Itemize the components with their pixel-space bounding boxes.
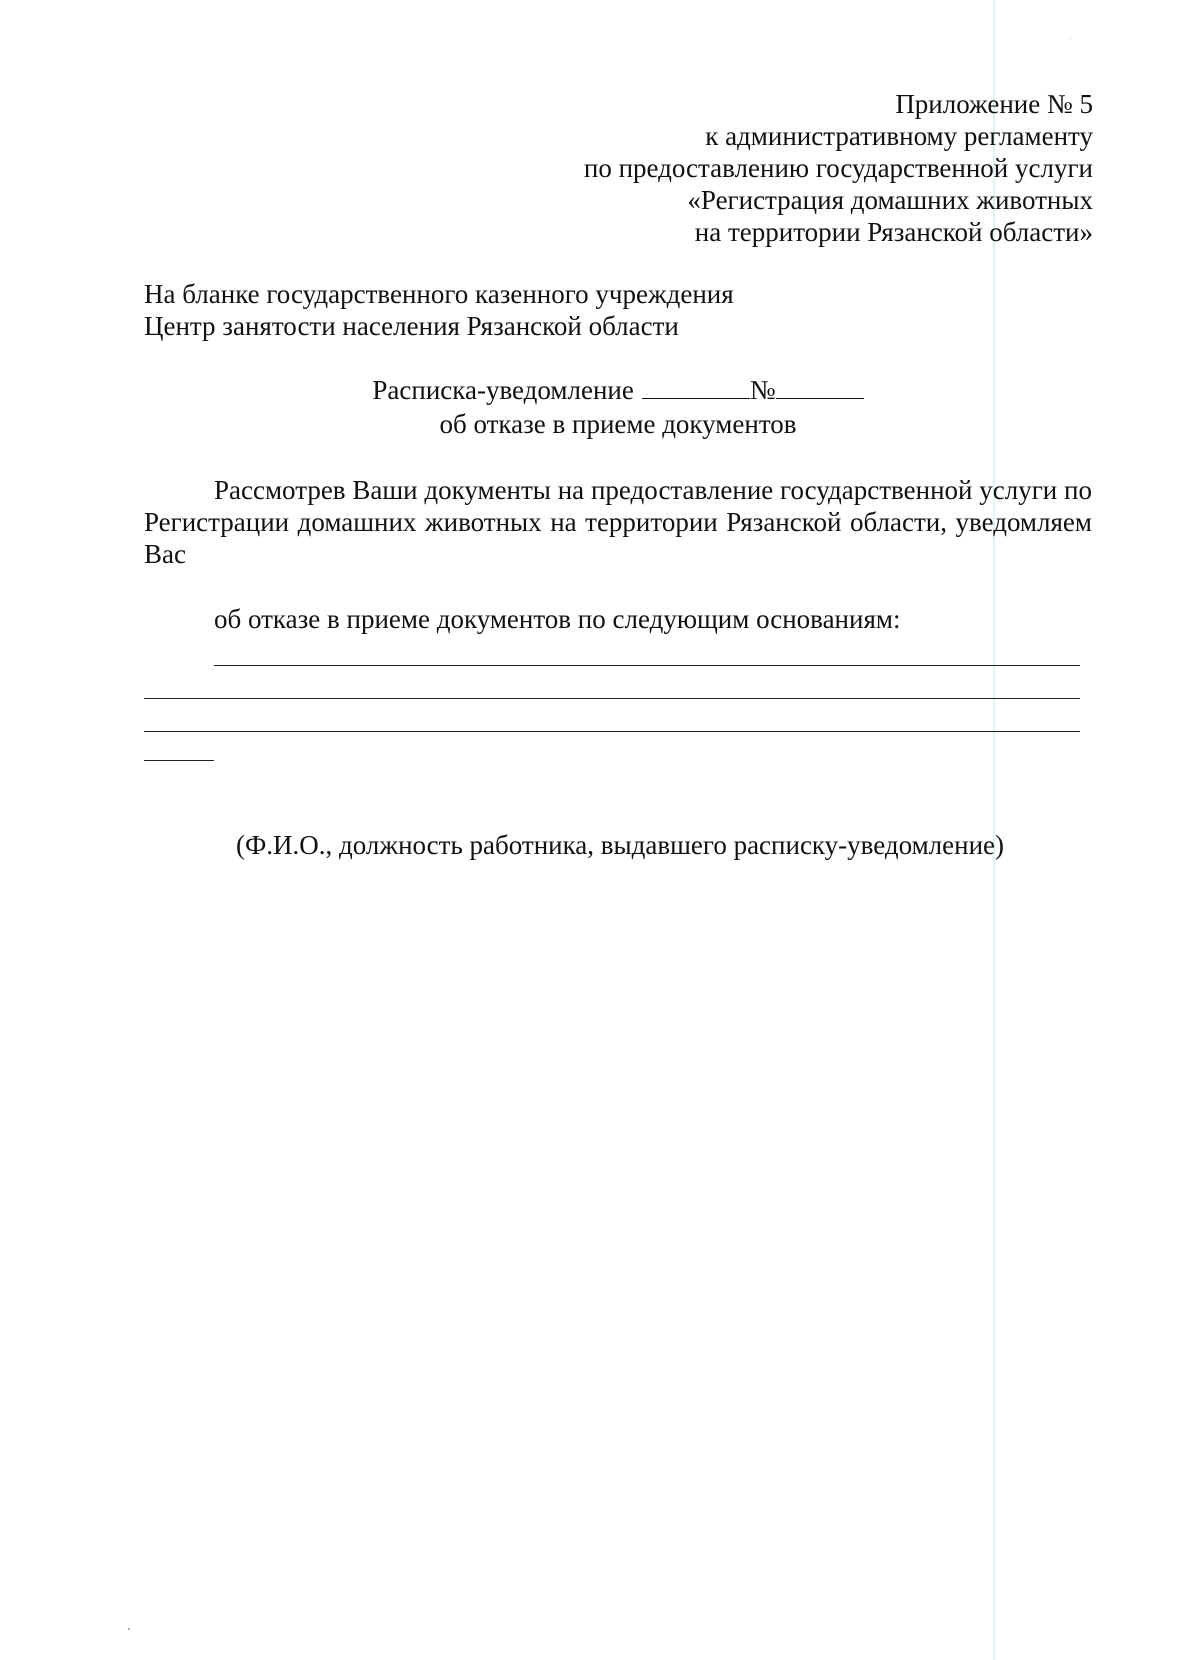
fill-in-rule [144,731,1080,732]
scan-speck [1070,38,1071,39]
fill-in-rule [144,760,214,761]
letterhead-note [144,278,734,342]
appendix-line: к административному регламенту [705,121,1093,151]
number-sign: № [749,375,776,405]
letterhead-line: Центр занятости населения Рязанской области [144,311,679,341]
appendix-line: Приложение № 5 [895,89,1093,119]
signature-caption-text: (Ф.И.О., должность работника, выдавшего расписку-уведомление) [235,830,1005,860]
number-blank-field [776,374,864,399]
refusal-basis-line: об отказе в приеме документов по следующим основаниям: [214,604,901,634]
date-blank-field [642,374,750,399]
title-line-2: об отказе в приеме документов [439,409,797,439]
title-line-1 [18,373,1200,407]
appendix-line: по предоставлению государственной услуги [583,153,1093,183]
document-title [0,373,1200,441]
appendix-line: на территории Рязанской области» [694,217,1093,247]
appendix-line: «Регистрация домашних животных [687,185,1093,215]
fill-in-rule [144,698,1080,699]
scan-speck [128,1628,130,1630]
letterhead-line: На бланке государственного казенного учреждения [144,279,734,309]
title-prefix: Расписка-уведомление [372,375,634,405]
body-paragraph: Рассмотрев Ваши документы на предоставление государственной услуги по Регистрации домашних животных на территории Рязанской области, уведомляем Вас [144,475,1092,569]
signature-caption [0,829,1200,861]
fill-in-rule [214,665,1080,666]
appendix-header [584,88,1093,248]
